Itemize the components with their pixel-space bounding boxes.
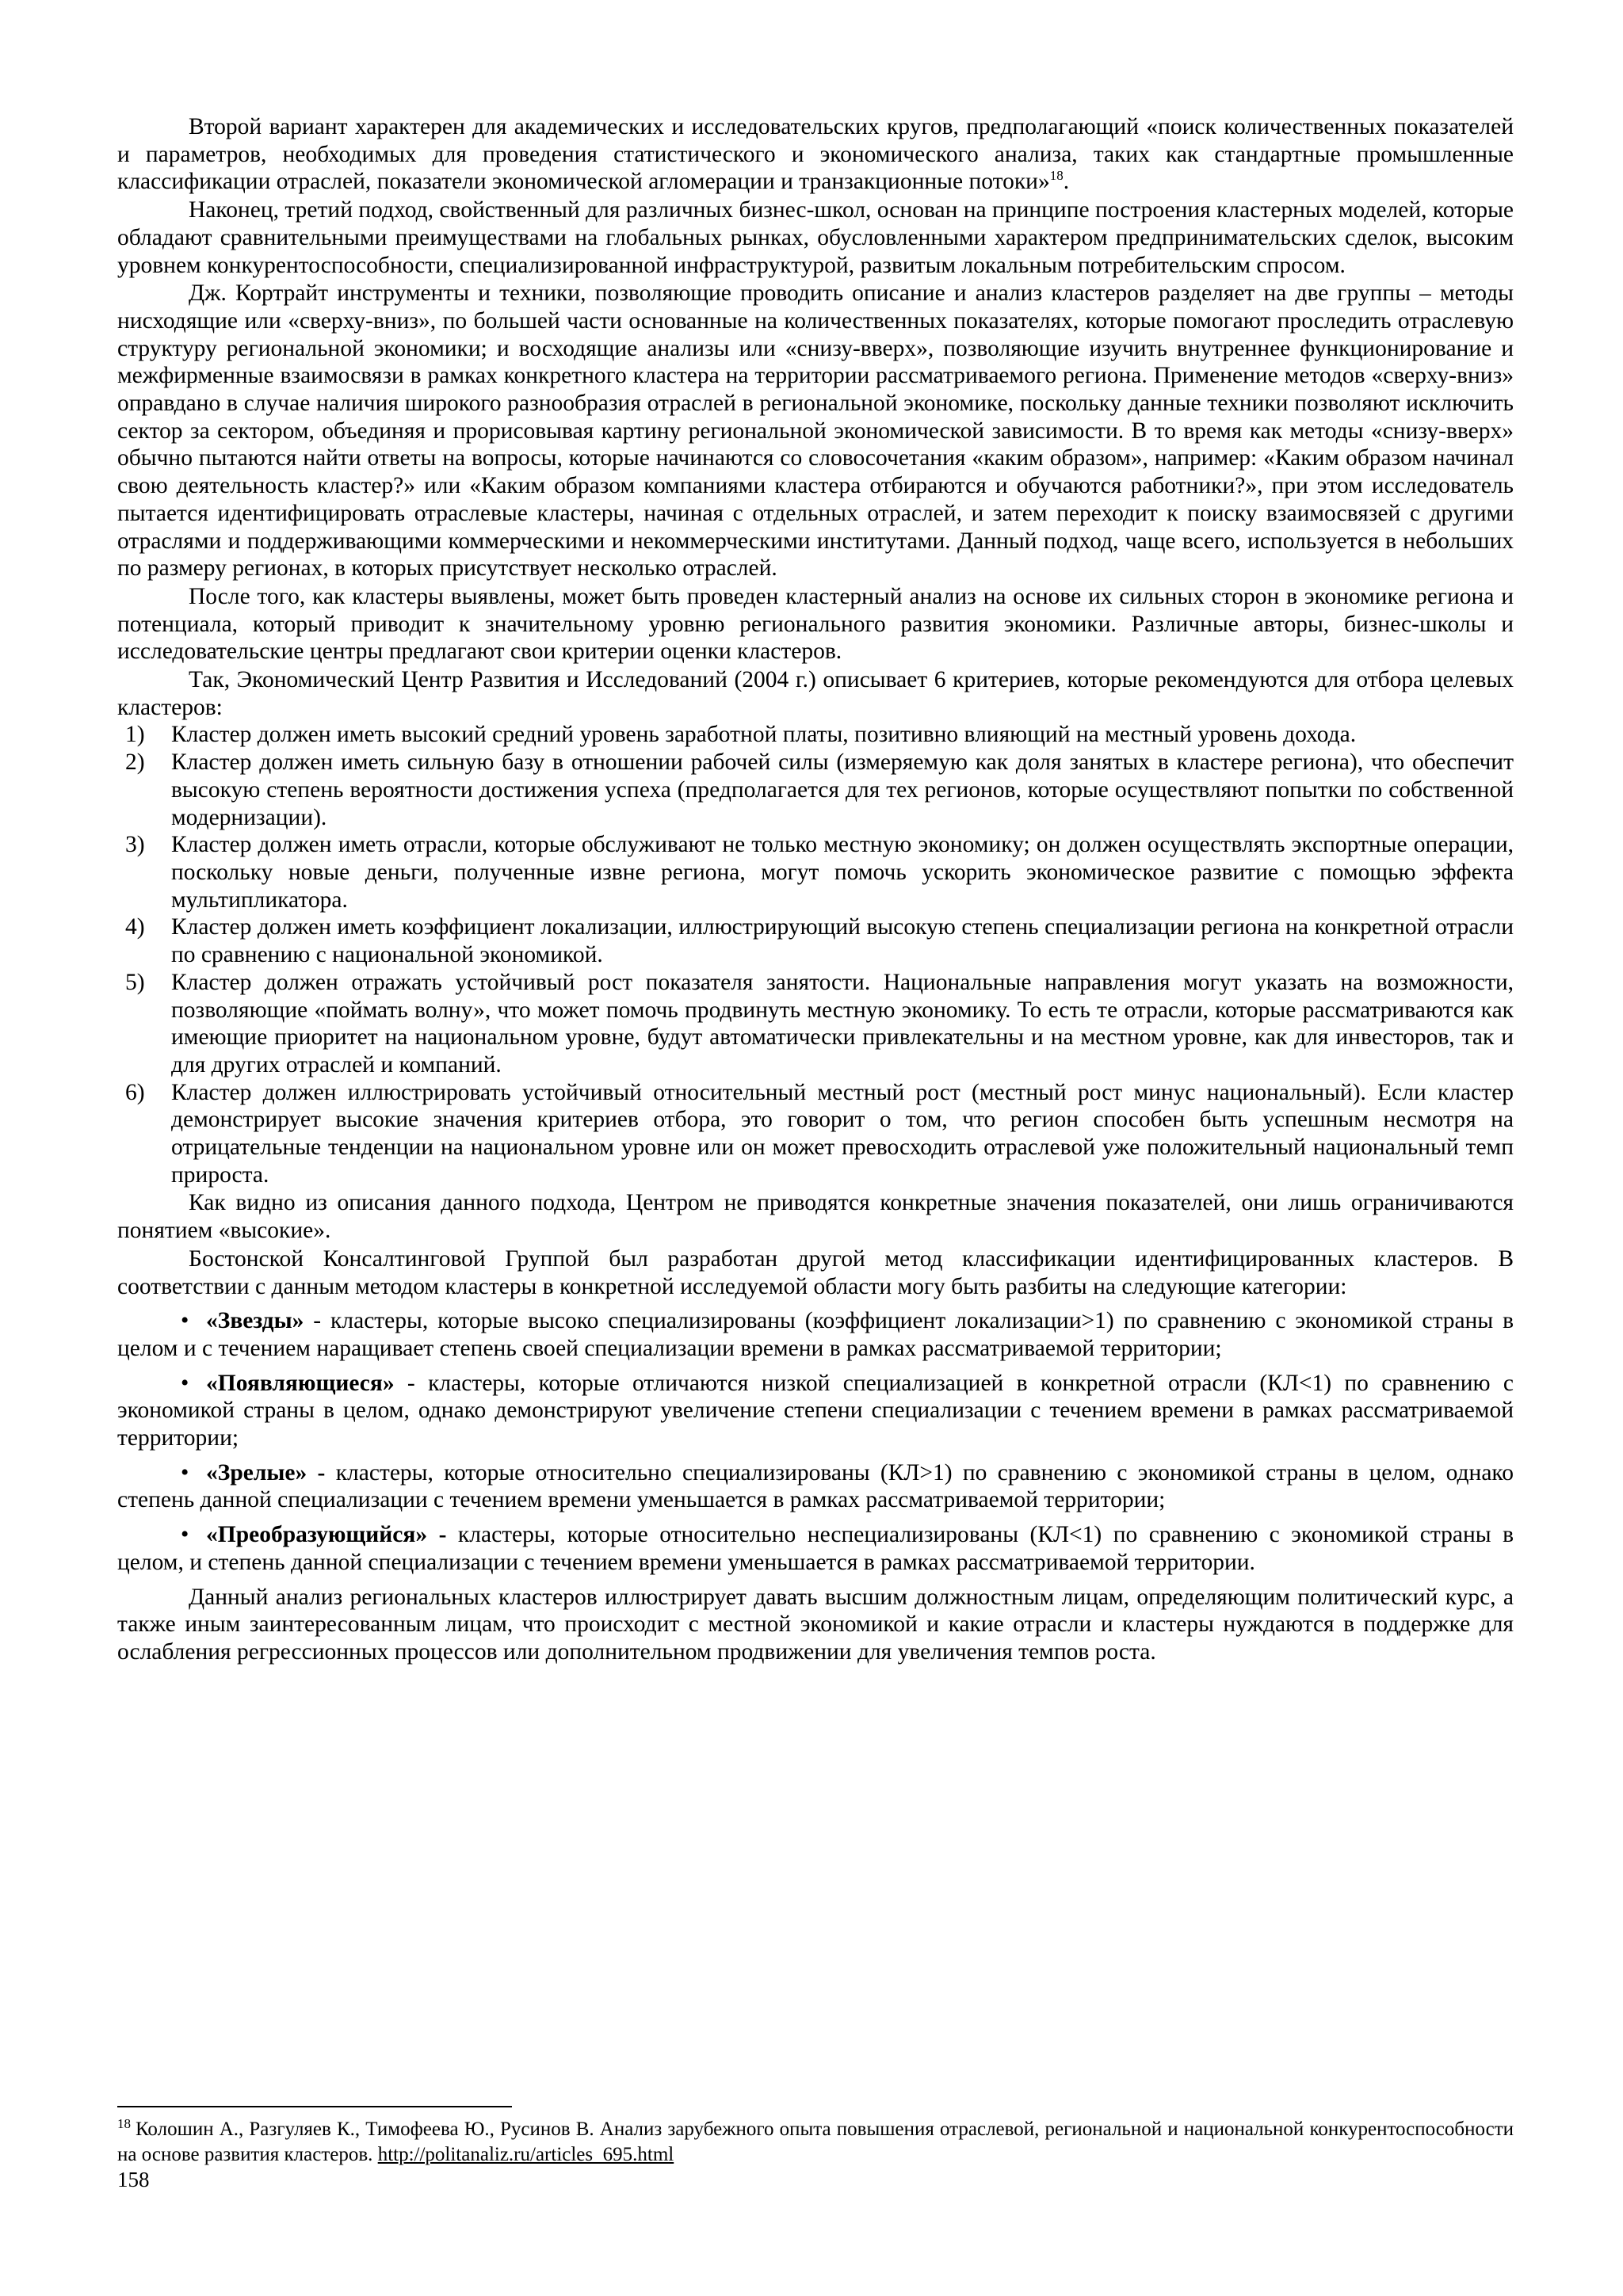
paragraph-business-school-approach: Наконец, третий подход, свойственный для различных бизнес-школ, основан на принципе построения кластерных моделей, которые обладают сравнительными преимуществами на глобальных рынках, обусловленными характером предпринимательских сделок, высоким уровнем конкурентоспособности, специализированной инфраструктурой, развитым локальным потребительским спросом. — [117, 197, 1514, 278]
list-item: 5) Кластер должен отражать устойчивый рост показателя занятости. Национальные направления могут указать на возможности, позволяющие «поймать волну», что может помочь продвинуть местную экономику. То есть те отрасли, которые рассматриваются как имеющие приоритет на национальном уровне, будут автоматически привлекательны и на местном уровне, как для инвесторов, так и для других отраслей и компаний. — [125, 969, 1514, 1077]
footnote-link[interactable]: http://politanaliz.ru/articles_695.html — [377, 2144, 674, 2165]
list-item: 3) Кластер должен иметь отрасли, которые обслуживают не только местную экономику; он должен осуществлять экспортные операции, поскольку новые деньги, полученные извне региона, могут помочь ускорить экономическое развитие с помощью эффекта мультипликатора. — [125, 832, 1514, 913]
bullet-icon: • — [181, 1459, 189, 1486]
list-item: 2) Кластер должен иметь сильную базу в отношении рабочей силы (измеряемую как доля занятых в кластере региона), что обеспечит высокую степень вероятности достижения успеха (предполагается для тех регионов, которые осуществляют попытки по собственной модернизации). — [125, 749, 1514, 830]
footnote-text: Колошин А., Разгуляев К., Тимофеева Ю., Русинов В. Анализ зарубежного опыта повышения отраслевой, региональной и национальной конкурентоспособности на основе развития кластеров. — [117, 2119, 1514, 2165]
category-item-stars: • «Звезды» - кластеры, которые высоко специализированы (коэффициент локализации>1) по сравнению с экономикой страны в целом и с течением наращивает степень своей специализации времени в рамках рассматриваемой территории; — [117, 1308, 1514, 1361]
category-item-transforming: • «Преобразующийся» - кластеры, которые относительно неспециализированы (КЛ<1) по сравнению с экономикой страны в целом, и степень данной специализации с течением времени уменьшается в рамках рассматриваемой территории. — [117, 1522, 1514, 1575]
category-item-mature: • «Зрелые» - кластеры, которые относительно специализированы (КЛ>1) по сравнению с экономикой страны в целом, однако степень данной специализации с течением времени уменьшается в рамках рассматриваемой территории; — [117, 1459, 1514, 1513]
paragraph-conclusion: Данный анализ региональных кластеров иллюстрирует давать высшим должностным лицам, определяющим политический курс, а также иным заинтересованным лицам, что происходит с местной экономикой и какие отрасли и кластеры нуждаются в поддержке для ослабления регрессионных процессов или дополнительном продвижении для увеличения темпов роста. — [117, 1584, 1514, 1665]
criteria-list — [117, 721, 1514, 1188]
paragraph-cortright-methods: Дж. Кортрайт инструменты и техники, позволяющие проводить описание и анализ кластеров разделяет на две группы – методы нисходящие или «сверху-вниз», по большей части основанные на количественных показателях, которые помогают проследить отраслевую структуру региональной экономики; и восходящие анализы или «снизу-вверх», позволяющие изучить внутреннее функционирование и межфирменные взаимосвязи в рамках конкретного кластера на территории рассматриваемого региона. Применение методов «сверху-вниз» оправдано в случае наличия широкого разнообразия отраслей в региональной экономике, поскольку данные техники позволяют исключить сектор за сектором, объединяя и прорисовывая картину региональной экономической зависимости. В то время как методы «снизу-вверх» обычно пытаются найти ответы на вопросы, которые начинаются со словосочетания «каким образом», например: «Каким образом начинал свою деятельность кластер?» или «Каким образом компаниями кластера отбираются и обучаются работники?», при этом исследователь пытается идентифицировать отраслевые кластеры, начиная с отдельных отраслей, и затем переходит к поиску взаимосвязей с другими отраслями и поддерживающими коммерческими и некоммерческими институтами. Данный подход, чаще всего, используется в небольших по размеру регионах, в которых присутствует несколько отраслей. — [117, 280, 1514, 582]
paragraph-criteria-intro: Так, Экономический Центр Развития и Исследований (2004 г.) описывает 6 критериев, которые рекомендуются для отбора целевых кластеров: — [117, 667, 1514, 720]
list-item: 6) Кластер должен иллюстрировать устойчивый относительный местный рост (местный рост минус национальный). Если кластер демонстрирует высокие значения критериев отбора, это говорит о том, что регион способен быть успешным несмотря на отрицательные тенденции на национальном уровне или он может превосходить отраслевой уже положительный национальный темп прироста. — [125, 1079, 1514, 1188]
paragraph-bcg-method: Бостонской Консалтинговой Группой был разработан другой метод классификации идентифицированных кластеров. В соответствии с данным методом кластеры в конкретной исследуемой области могу быть разбиты на следующие категории: — [117, 1245, 1514, 1299]
bullet-icon: • — [181, 1522, 189, 1548]
category-item-emerging: • «Появляющиеся» - кластеры, которые отличаются низкой специализацией в конкретной отрасли (КЛ<1) по сравнению с экономикой страны в целом, однако демонстрируют увеличение степени специализации с течением времени в рамках рассматриваемой территории; — [117, 1370, 1514, 1451]
paragraph-research-approach: Второй вариант характерен для академических и исследовательских кругов, предполагающий «поиск количественных показателей и параметров, необходимых для проведения статистического и экономического анализа, таких как стандартные промышленные классификации отраслей, показатели экономической агломерации и транзакционные потоки»$^{18}$. — [117, 114, 1514, 195]
paragraph-cluster-analysis: После того, как кластеры выявлены, может быть проведен кластерный анализ на основе их сильных сторон в экономике региона и потенциала, который приводит к значительному уровню регионального развития экономики. Различные авторы, бизнес-школы и исследовательские центры предлагают свои критерии оценки кластеров. — [117, 583, 1514, 665]
category-list — [117, 1307, 1514, 1576]
footnote — [117, 2117, 1514, 2168]
page-number: 158 — [117, 2168, 150, 2191]
main-text — [117, 113, 1514, 1666]
paragraph-criteria-note: Как видно из описания данного подхода, Центром не приводятся конкретные значения показателей, они лишь ограничиваются понятием «высокие». — [117, 1190, 1514, 1244]
bullet-icon: • — [181, 1370, 189, 1396]
footnote-mark: 18 — [117, 2115, 131, 2131]
list-item: 4) Кластер должен иметь коэффициент локализации, иллюстрирующий высокую степень специализации региона на конкретной отрасли по сравнению с национальной экономикой. — [125, 914, 1514, 968]
list-item: 1) Кластер должен иметь высокий средний уровень заработной платы, позитивно влияющий на местный уровень дохода. — [125, 722, 1357, 748]
footnote-divider — [117, 2106, 512, 2107]
footnote-ref-18[interactable]: 18 — [1049, 168, 1064, 184]
bullet-icon: • — [181, 1308, 189, 1334]
